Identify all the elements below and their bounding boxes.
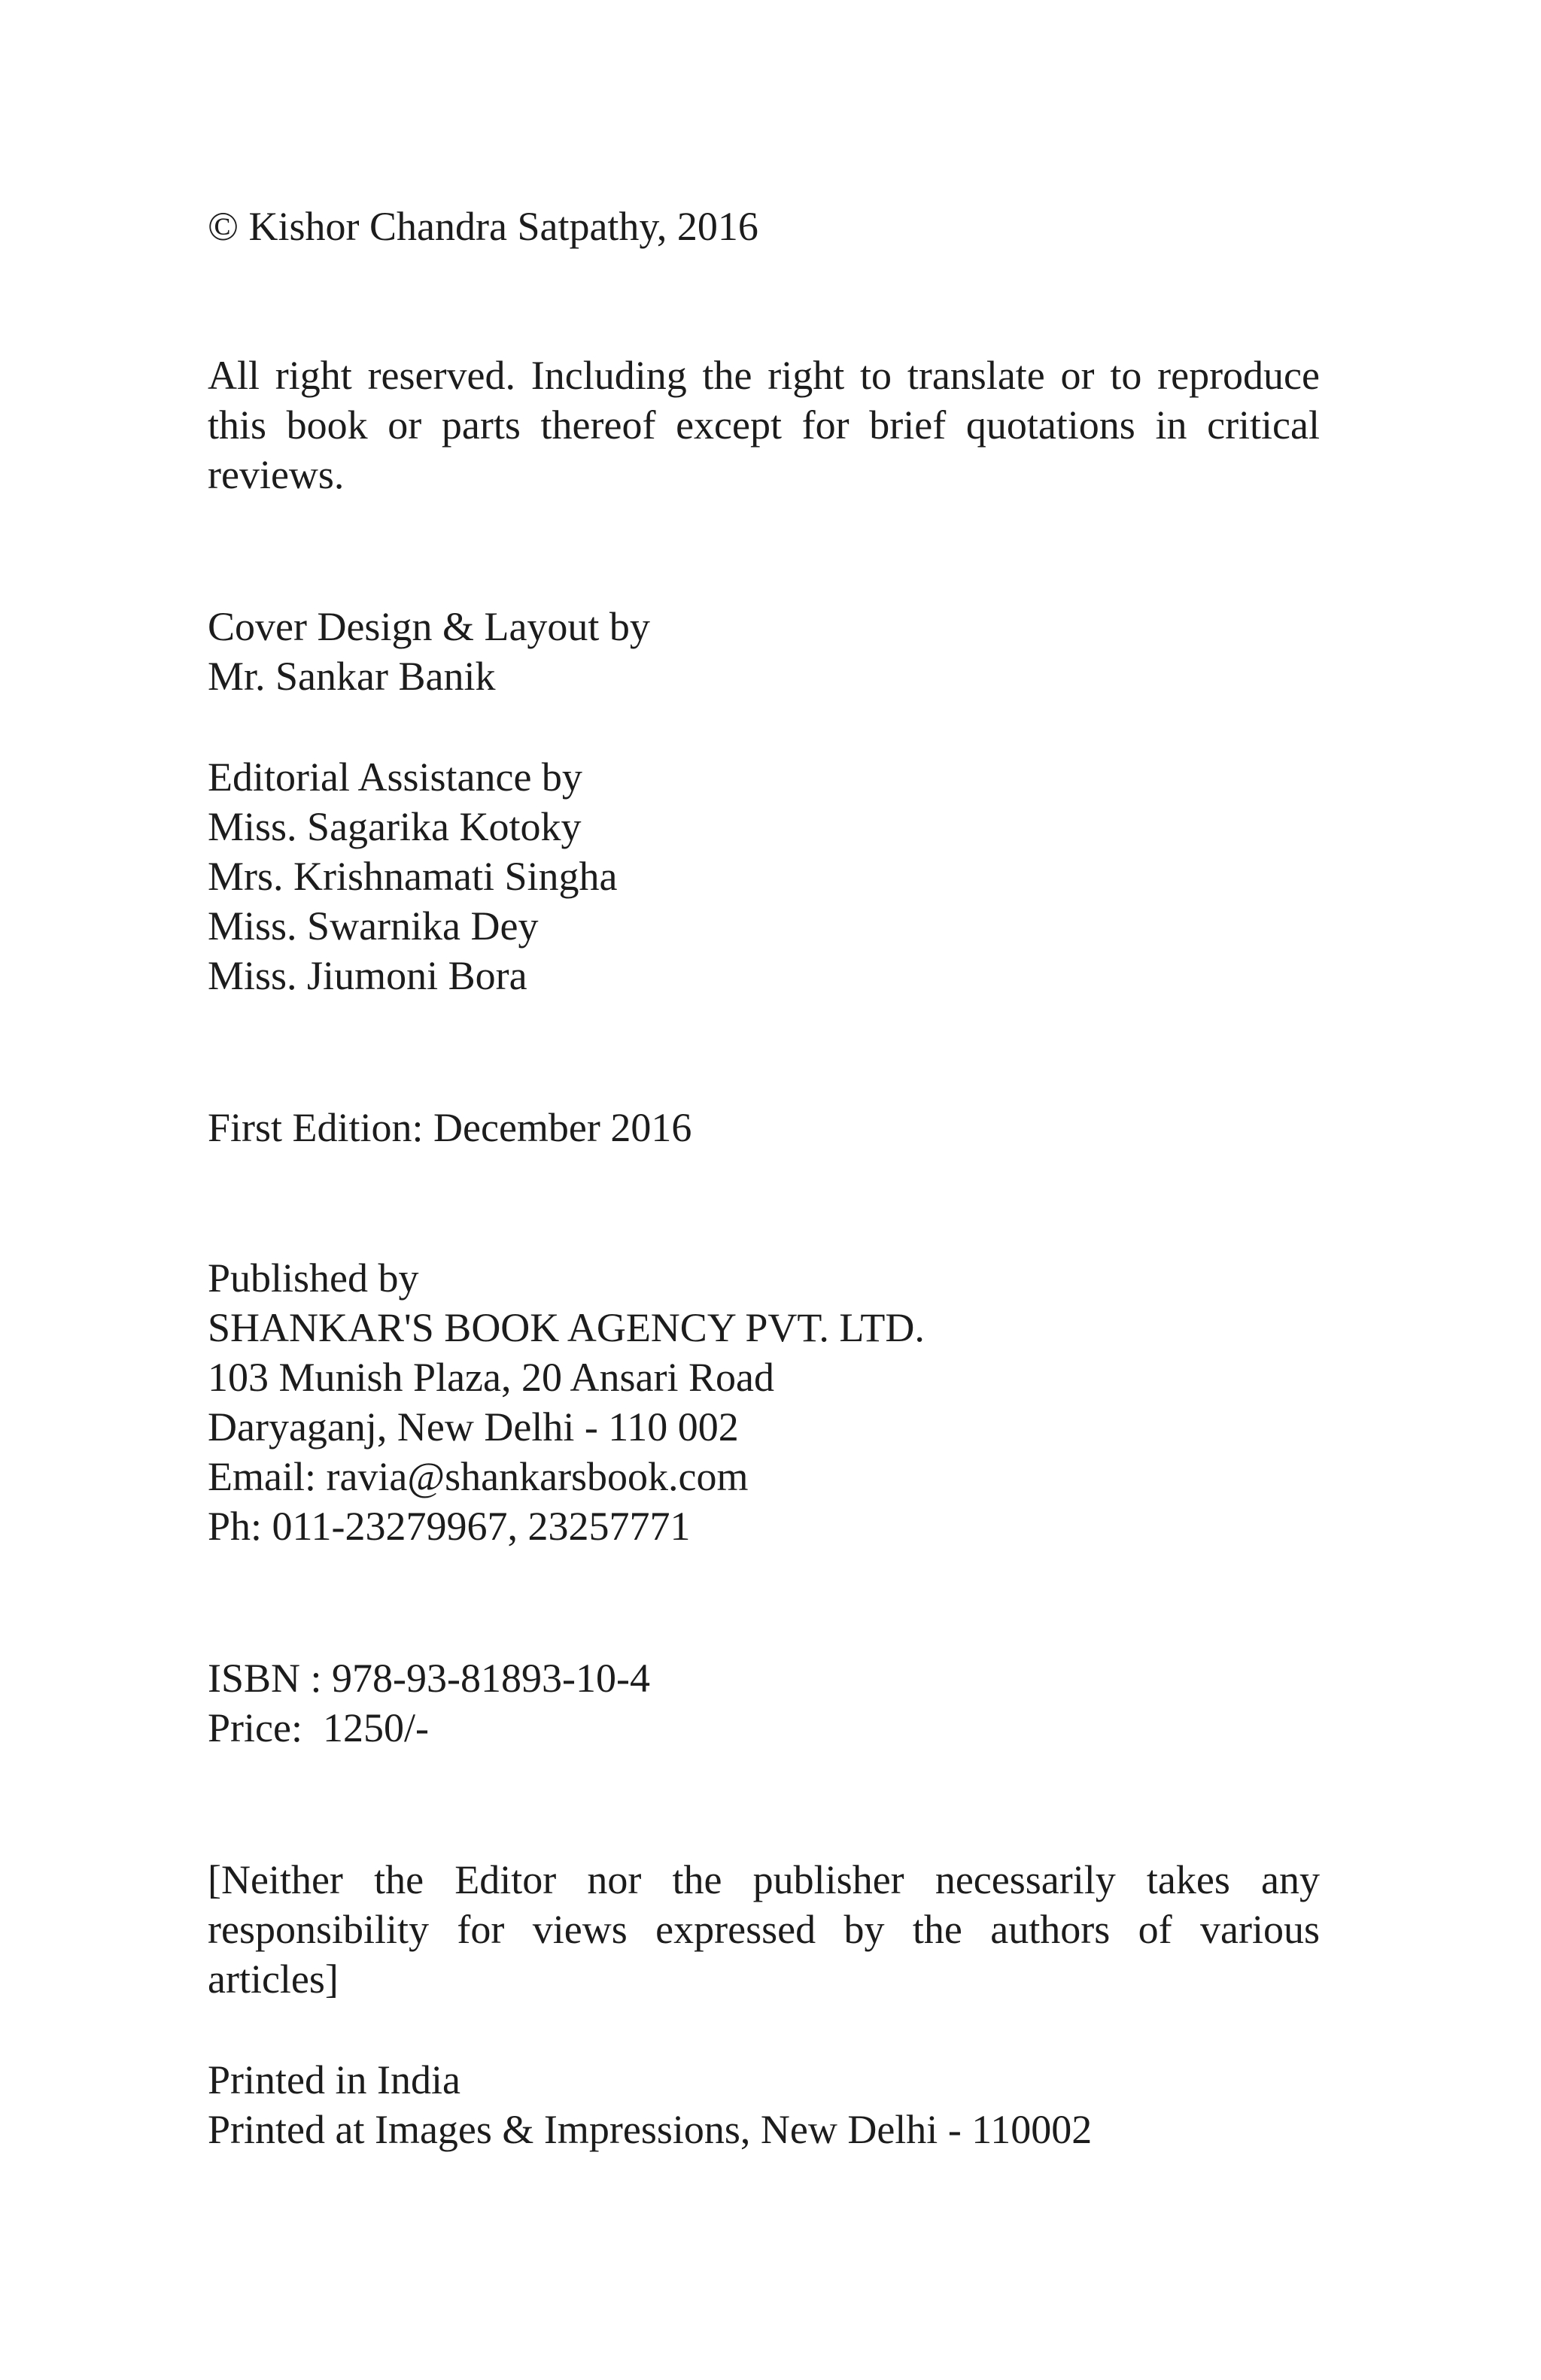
editor-name: Miss. Sagarika Kotoky xyxy=(208,804,582,849)
copyright-notice xyxy=(208,202,1320,251)
rights-line-3: reviews. xyxy=(208,452,345,497)
copyright-line: © Kishor Chandra Satpathy, 2016 xyxy=(208,204,758,249)
editor-name: Miss. Jiumoni Bora xyxy=(208,953,527,998)
disclaimer-line-1: [Neither the Editor nor the publisher necessarily takes any xyxy=(208,1857,1320,1902)
isbn-price-info xyxy=(208,1653,1320,1753)
cover-designer-name: Mr. Sankar Banik xyxy=(208,654,496,699)
rights-notice xyxy=(208,351,1320,499)
editor-name: Mrs. Krishnamati Singha xyxy=(208,854,618,899)
publisher-phone: Ph: 011-23279967, 23257771 xyxy=(208,1504,691,1549)
edition-info xyxy=(208,1103,1320,1152)
editor-name: Miss. Swarnika Dey xyxy=(208,903,539,949)
publisher-address-line-1: 103 Munish Plaza, 20 Ansari Road xyxy=(208,1355,774,1400)
cover-design-heading: Cover Design & Layout by xyxy=(208,604,650,649)
publisher-email: Email: ravia@shankarsbook.com xyxy=(208,1454,749,1499)
disclaimer-line-2: responsibility for views expressed by the authors of various xyxy=(208,1907,1320,1952)
printed-at-line: Printed at Images & Impressions, New Delhi - 110002 xyxy=(208,2107,1093,2152)
editorial-heading: Editorial Assistance by xyxy=(208,754,582,800)
disclaimer-notice xyxy=(208,1855,1320,2004)
rights-line-1: All right reserved. Including the right to translate or to reproduce xyxy=(208,353,1320,398)
price-line: Price: 1250/- xyxy=(208,1705,429,1750)
isbn-line: ISBN : 978-93-81893-10-4 xyxy=(208,1656,650,1701)
disclaimer-line-3: articles] xyxy=(208,1957,339,2002)
rights-line-2: this book or parts thereof except for brief quotations in critical xyxy=(208,402,1320,448)
printed-in-line: Printed in India xyxy=(208,2057,460,2102)
editorial-credits xyxy=(208,752,1320,1000)
publisher-name: SHANKAR'S BOOK AGENCY PVT. LTD. xyxy=(208,1305,925,1350)
publisher-info xyxy=(208,1253,1320,1551)
edition-line: First Edition: December 2016 xyxy=(208,1105,692,1150)
publisher-address-line-2: Daryaganj, New Delhi - 110 002 xyxy=(208,1404,739,1450)
printing-info xyxy=(208,2055,1320,2154)
cover-design-credit xyxy=(208,602,1320,701)
publisher-heading: Published by xyxy=(208,1255,419,1301)
